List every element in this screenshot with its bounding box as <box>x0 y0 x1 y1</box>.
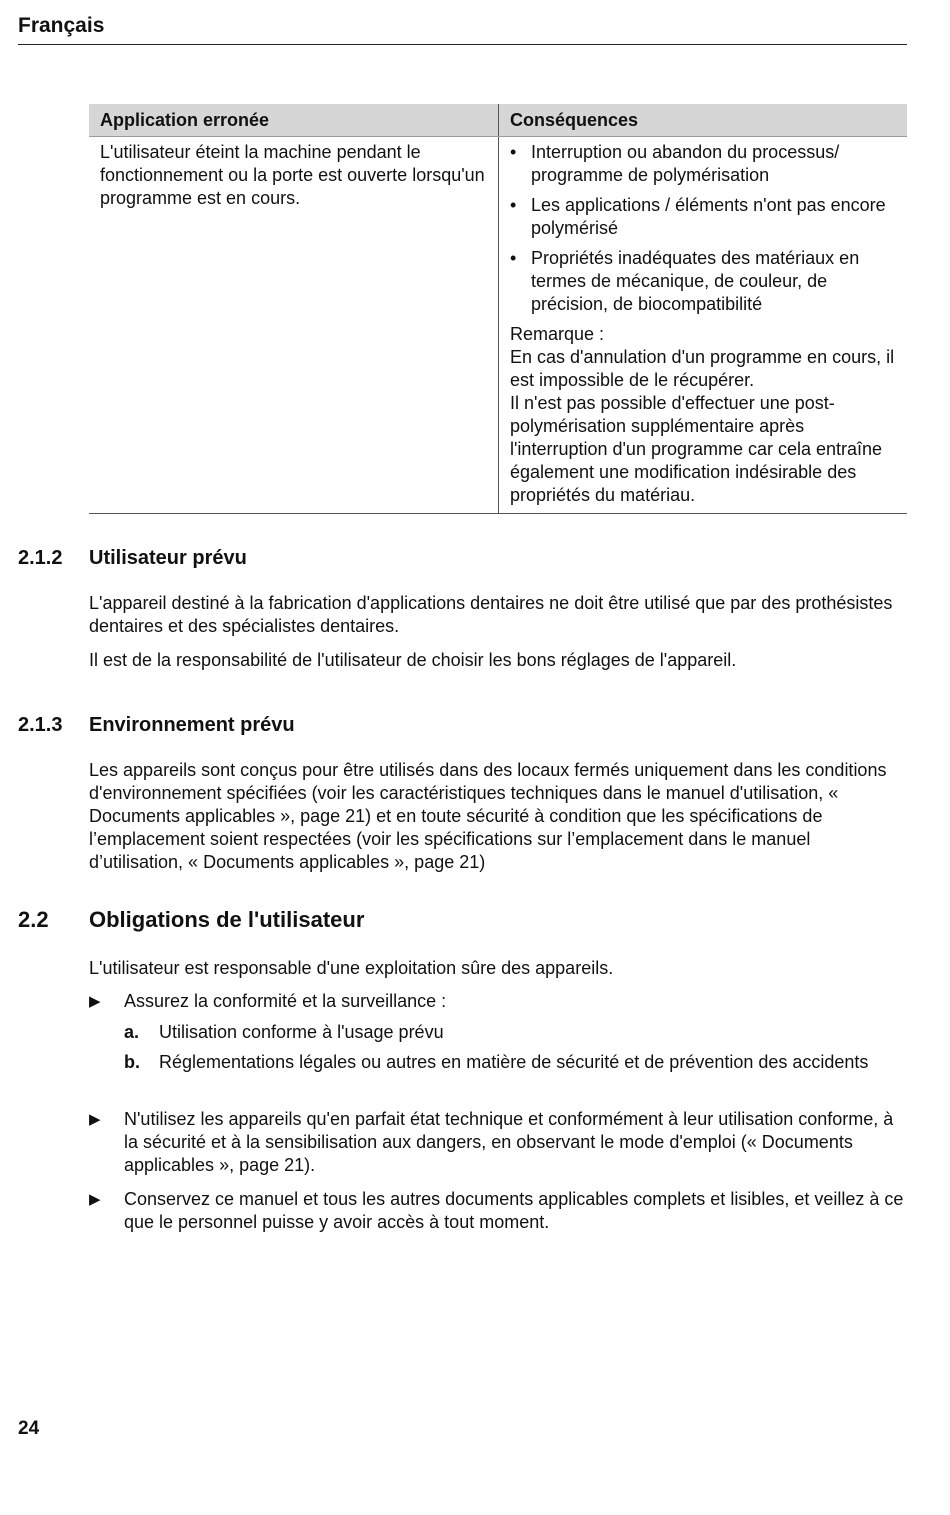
bullet-icon: • <box>510 195 517 215</box>
arrow-right-icon: ▶ <box>89 1111 101 1128</box>
remark-line: En cas d'annulation d'un programme en cours, il est impossible de le récupérer. <box>510 347 895 390</box>
list-item <box>510 141 896 187</box>
bullet-icon: • <box>510 142 517 162</box>
section-title-obligations: Obligations de l'utilisateur <box>89 907 365 932</box>
section-number-2-1-2: 2.1.2 <box>18 547 63 569</box>
paragraph: Les appareils sont conçus pour être utilisés dans des locaux fermés uniquement dans les conditions d'environnement spécifiées (voir les caractéristiques techniques dans le manuel d'utilisation, « Documents applicables », page 21) et en toute sécurité à condition que les spécifications de l’emplacement soient respectées (voir les spécifications sur l’emplacement dans le manuel d’utilisation, « Documents applicables », page 21) <box>89 760 887 872</box>
consequence-text: Interruption ou abandon du processus/ programme de polymérisation <box>531 142 840 185</box>
arrow-right-icon: ▶ <box>89 993 101 1010</box>
misuse-consequences-table <box>89 104 907 514</box>
list-letter: a. <box>124 1022 140 1042</box>
sub-list-item <box>124 1051 907 1074</box>
paragraph: Il est de la responsabilité de l'utilisateur de choisir les bons réglages de l'appareil. <box>89 650 737 670</box>
section-title-utilisateur-prevu: Utilisateur prévu <box>89 547 247 569</box>
bullet-icon: • <box>510 248 517 268</box>
table-header-consequences: Conséquences <box>499 104 908 137</box>
instruction-text: N'utilisez les appareils qu'en parfait état technique et conformément à leur utilisation conforme, à la sécurité et à la sensibilisation aux dangers, en observant le mode d'emploi (« Documents applicables », page 21). <box>124 1109 894 1175</box>
section-number-2-2: 2.2 <box>18 907 49 932</box>
instruction-text: Conservez ce manuel et tous les autres documents applicables complets et lisibles, et veillez à ce que le personnel puisse y avoir accès à tout moment. <box>124 1189 904 1232</box>
instruction-text: Assurez la conformité et la surveillance : <box>124 991 447 1011</box>
consequences-cell <box>499 137 908 514</box>
section-title-environnement-prevu: Environnement prévu <box>89 714 295 736</box>
consequence-text: Les applications / éléments n'ont pas encore polymérisé <box>531 195 886 238</box>
misuse-cell: L'utilisateur éteint la machine pendant le fonctionnement ou la porte est ouverte lorsqu'un programme est en cours. <box>89 137 499 514</box>
section-number-2-1-3: 2.1.3 <box>18 714 63 736</box>
sub-list-item <box>124 1021 907 1044</box>
table-header-row <box>89 104 907 137</box>
sub-item-text: Utilisation conforme à l'usage prévu <box>159 1022 444 1042</box>
paragraph: L'appareil destiné à la fabrication d'applications dentaires ne doit être utilisé que par des prothésistes dentaires et des spécialistes dentaires. <box>89 593 893 636</box>
page-number: 24 <box>18 1418 40 1439</box>
consequence-text: Propriétés inadéquates des matériaux en termes de mécanique, de couleur, de précision, de biocompatibilité <box>531 248 860 314</box>
page-header-language: Français <box>18 12 907 45</box>
table-row <box>89 137 907 514</box>
arrow-right-icon: ▶ <box>89 1191 101 1208</box>
list-item <box>510 194 896 240</box>
remark-label: Remarque : <box>510 324 605 344</box>
remark-line: Il n'est pas possible d'effectuer une post-polymérisation supplémentaire après l'interruption d'un programme car cela entraîne également une modification indésirable des propriétés du matériau. <box>510 393 883 505</box>
instruction-step <box>89 990 907 1013</box>
list-item <box>510 247 896 316</box>
consequences-list <box>510 141 896 316</box>
instruction-step <box>89 1188 907 1234</box>
paragraph: L'utilisateur est responsable d'une exploitation sûre des appareils. <box>89 958 614 978</box>
sub-item-text: Réglementations légales ou autres en matière de sécurité et de prévention des accidents <box>159 1052 869 1072</box>
table-header-misuse: Application erronée <box>89 104 499 137</box>
list-letter: b. <box>124 1052 140 1072</box>
instruction-step <box>89 1108 907 1177</box>
